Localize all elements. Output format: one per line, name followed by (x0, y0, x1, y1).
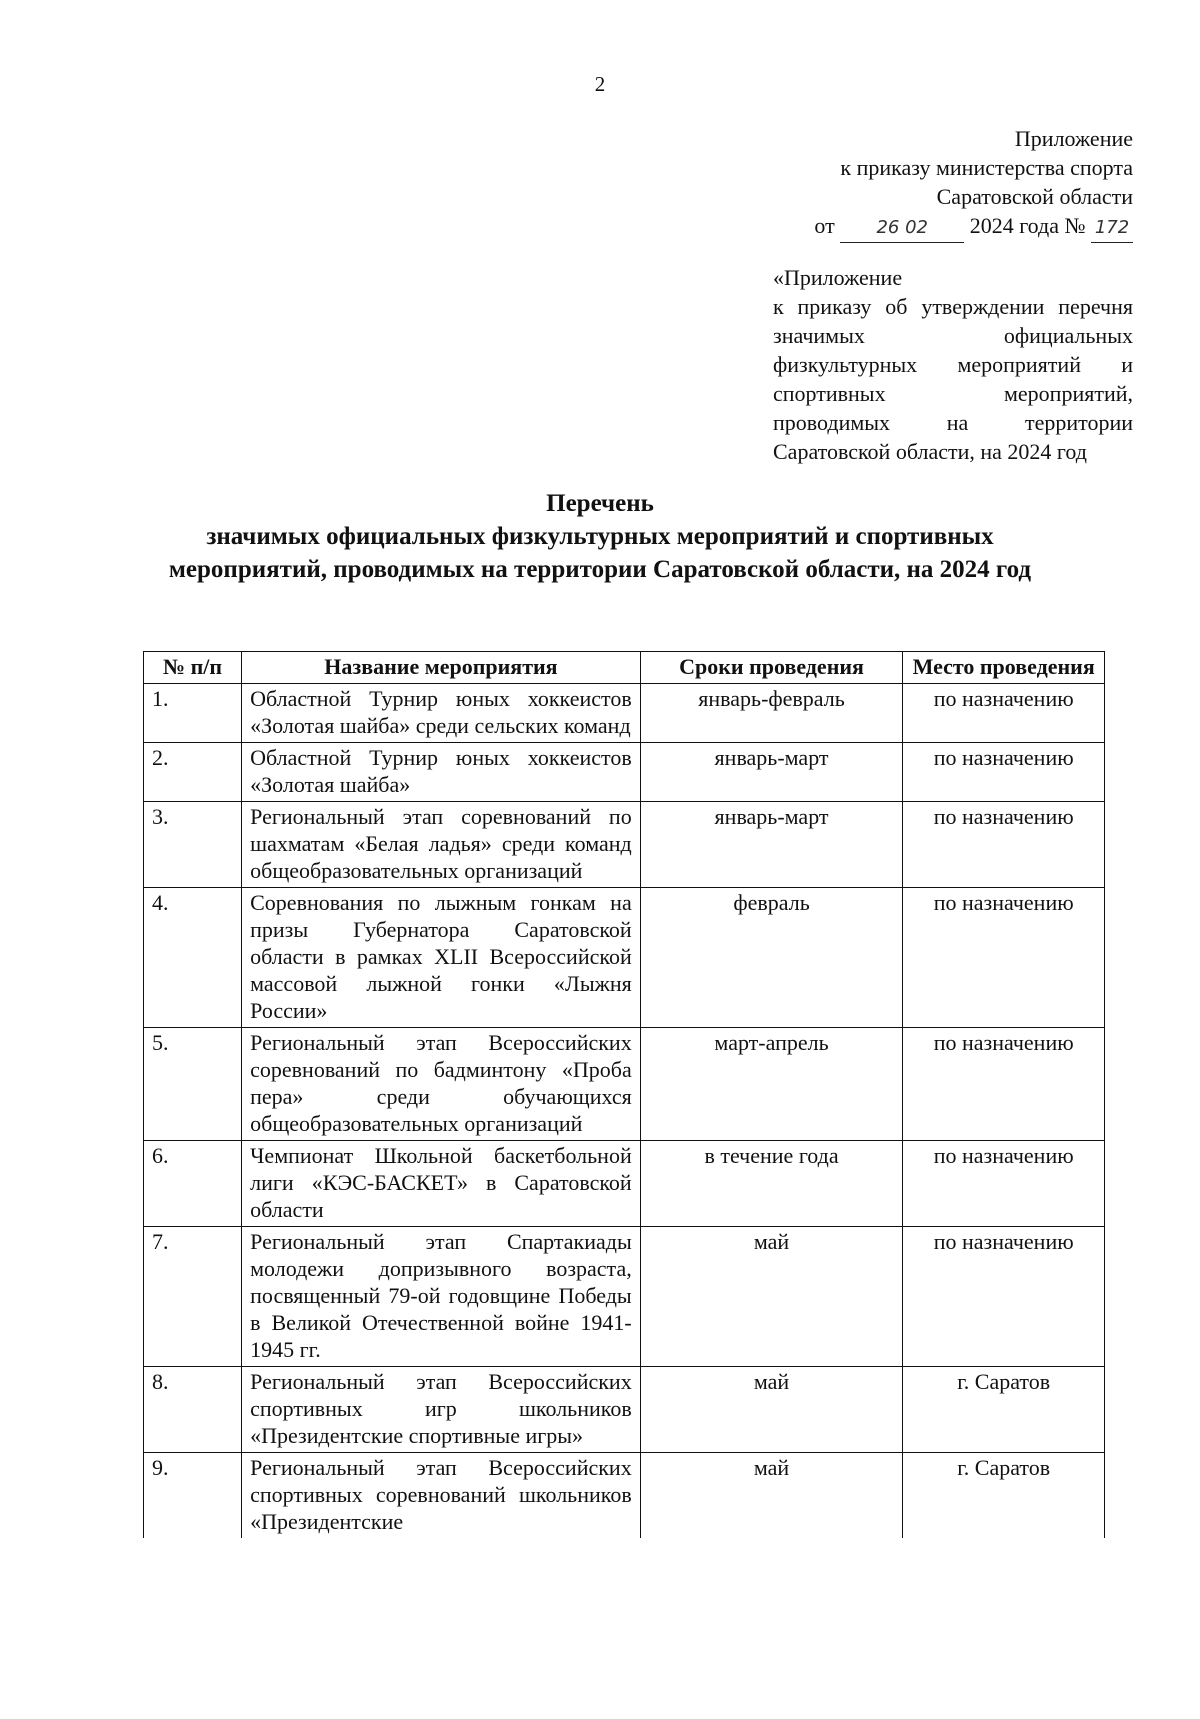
row-number: 9. (144, 1453, 242, 1539)
event-dates: в течение года (640, 1141, 903, 1227)
table-row (144, 1141, 1105, 1227)
event-dates: январь-март (640, 802, 903, 888)
table-row (144, 1227, 1105, 1367)
event-name: Чемпионат Школьной баскетбольной лиги «КЭС-БАСКЕТ» в Саратовской области (242, 1141, 641, 1227)
event-name: Региональный этап соревнований по шахматам «Белая ладья» среди команд общеобразовательных организаций (242, 802, 641, 888)
row-number: 8. (144, 1367, 242, 1453)
event-venue: по назначению (903, 1227, 1105, 1367)
event-dates: май (640, 1367, 903, 1453)
row-number: 5. (144, 1028, 242, 1141)
quoted-appendix-line: значимых официальных (773, 323, 1133, 348)
quoted-appendix-line: проводимых на территории (773, 410, 1133, 435)
heading-line: значимых официальных физкультурных мероприятий и спортивных (206, 523, 994, 550)
row-number: 2. (144, 743, 242, 802)
table-row (144, 802, 1105, 888)
event-dates: май (640, 1227, 903, 1367)
appendix-line: к приказу министерства спорта (840, 155, 1133, 180)
page-number: 2 (594, 72, 606, 96)
table-row (144, 743, 1105, 802)
event-name: Областной Турнир юных хоккеистов «Золотая шайба» (242, 743, 641, 802)
quoted-appendix-line: «Приложение (773, 265, 903, 290)
quoted-appendix-line: к приказу об утверждении перечня (773, 294, 1133, 319)
order-date-handwritten: 26 02 (840, 213, 964, 243)
event-venue: по назначению (903, 1141, 1105, 1227)
table-header-row (144, 652, 1105, 684)
quoted-appendix-line: физкультурных мероприятий и (773, 352, 1133, 377)
row-number: 3. (144, 802, 242, 888)
row-number: 6. (144, 1141, 242, 1227)
row-number: 1. (144, 684, 242, 743)
table-row (144, 888, 1105, 1028)
row-number: 7. (144, 1227, 242, 1367)
event-dates: февраль (640, 888, 903, 1028)
event-name: Региональный этап Всероссийских соревнований по бадминтону «Проба пера» среди обучающихся общеобразовательных организаций (242, 1028, 641, 1141)
event-venue: по назначению (903, 802, 1105, 888)
table-row (144, 684, 1105, 743)
header-number: № п/п (144, 652, 242, 684)
event-dates: январь-февраль (640, 684, 903, 743)
event-venue: по назначению (903, 743, 1105, 802)
event-dates: май (640, 1453, 903, 1539)
order-reference (713, 211, 1133, 243)
appendix-line: Саратовской области (936, 184, 1133, 209)
header-event-name: Название мероприятия (242, 652, 641, 684)
order-number-handwritten: 172 (1091, 213, 1133, 243)
event-venue: по назначению (903, 684, 1105, 743)
quoted-appendix-block (773, 263, 1133, 466)
event-dates: март-апрель (640, 1028, 903, 1141)
event-venue: по назначению (903, 1028, 1105, 1141)
heading-line: мероприятий, проводимых на территории Саратовской области, на 2024 год (168, 556, 1032, 583)
event-name: Соревнования по лыжным гонкам на призы Губернатора Саратовской области в рамках XLII Всероссийской массовой лыжной гонки «Лыжня России» (242, 888, 641, 1028)
appendix-header (713, 124, 1133, 243)
event-name: Областной Турнир юных хоккеистов «Золотая шайба» среди сельских команд (242, 684, 641, 743)
quoted-appendix-line: спортивных мероприятий, (773, 381, 1133, 406)
header-dates: Сроки проведения (640, 652, 903, 684)
event-venue: по назначению (903, 888, 1105, 1028)
event-venue: г. Саратов (903, 1453, 1105, 1539)
event-name: Региональный этап Спартакиады молодежи допризывного возраста, посвященный 79-ой годовщине Победы в Великой Отечественной войне 1941-1945 гг. (242, 1227, 641, 1367)
event-name: Региональный этап Всероссийских спортивных соревнований школьников «Президентские (242, 1453, 641, 1539)
row-number: 4. (144, 888, 242, 1028)
document-heading (0, 487, 1200, 586)
heading-title: Перечень (546, 490, 654, 517)
table-row (144, 1028, 1105, 1141)
order-prefix: от (814, 213, 835, 238)
events-table (143, 651, 1105, 1538)
quoted-appendix-line: Саратовской области, на 2024 год (773, 439, 1087, 464)
event-venue: г. Саратов (903, 1367, 1105, 1453)
event-dates: январь-март (640, 743, 903, 802)
table-row (144, 1367, 1105, 1453)
table-row (144, 1453, 1105, 1539)
appendix-line: Приложение (1014, 126, 1133, 151)
event-name: Региональный этап Всероссийских спортивных игр школьников «Президентские спортивные игры» (242, 1367, 641, 1453)
header-venue: Место проведения (903, 652, 1105, 684)
order-middle: 2024 года № (969, 213, 1086, 238)
